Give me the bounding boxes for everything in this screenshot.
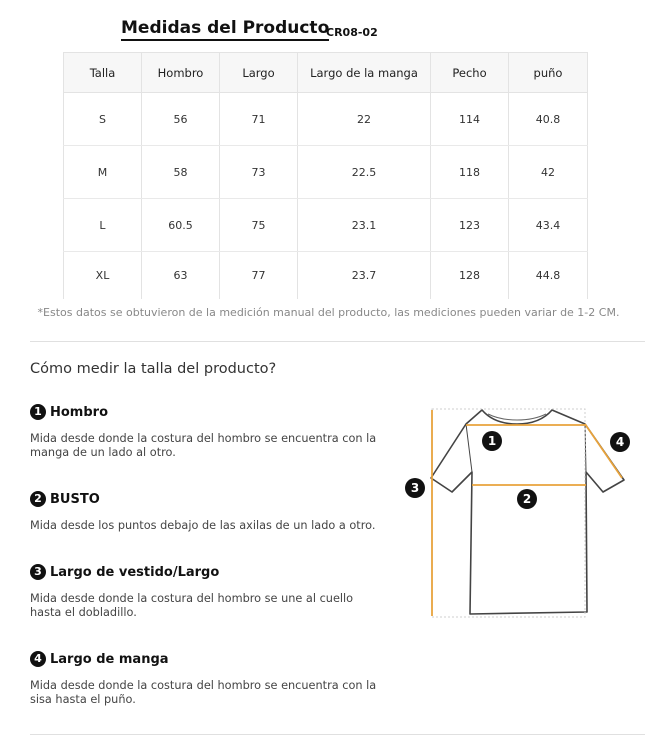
svg-text:1: 1: [487, 434, 497, 448]
marker-4: [610, 432, 630, 452]
number-1-icon: 1: [30, 404, 46, 420]
table-cell: 22: [298, 93, 431, 146]
table-cell: 60.5: [142, 199, 220, 252]
section-description: Mida desde donde la costura del hombro se une al cuello hasta el dobladillo.: [30, 592, 354, 619]
column-header-puno: puño: [509, 53, 588, 93]
section-largo-manga: [30, 651, 380, 707]
marker-2: [517, 489, 537, 509]
howto-title: Cómo medir la talla del producto?: [30, 361, 277, 377]
section-description: Mida desde los puntos debajo de las axilas de un lado a otro.: [30, 519, 376, 532]
number-4-icon: 4: [30, 651, 46, 667]
marker-1: [482, 431, 502, 451]
svg-text:4: 4: [615, 435, 625, 449]
table-row: [64, 199, 588, 252]
svg-text:3: 3: [410, 481, 420, 495]
table-cell: 75: [220, 199, 298, 252]
table-cell: 58: [142, 146, 220, 199]
table-row: [64, 93, 588, 146]
table-cell: 123: [431, 199, 509, 252]
table-cell: 128: [431, 252, 509, 300]
column-header-hombro: Hombro: [142, 53, 220, 93]
section-heading: [30, 651, 380, 667]
number-3-icon: 3: [30, 564, 46, 580]
section-heading: [30, 491, 380, 507]
measurement-note: *Estos datos se obtuvieron de la medición manual del producto, las mediciones pueden variar de 1-2 CM.: [37, 306, 620, 319]
section-description: Mida desde donde la costura del hombro se encuentra con la sisa hasta el puño.: [30, 679, 377, 706]
tshirt-icon: [431, 410, 624, 614]
table-header-row: [64, 53, 588, 93]
section-title: Hombro: [50, 404, 109, 420]
table-cell: 71: [220, 93, 298, 146]
table-cell: M: [64, 146, 142, 199]
section-hombro: [30, 404, 380, 460]
product-code: CR08-02: [326, 26, 378, 39]
section-busto: [30, 491, 380, 533]
tshirt-diagram: [400, 402, 640, 627]
size-table: [63, 52, 588, 299]
table-cell: 73: [220, 146, 298, 199]
number-2-icon: 2: [30, 491, 46, 507]
table-cell: 42: [509, 146, 588, 199]
table-cell: 23.1: [298, 199, 431, 252]
table-cell: 63: [142, 252, 220, 300]
table-cell: 114: [431, 93, 509, 146]
table-cell: 118: [431, 146, 509, 199]
title-row: [121, 18, 378, 41]
page-title: Medidas del Producto: [121, 18, 329, 41]
column-header-pecho: Pecho: [431, 53, 509, 93]
table-cell: L: [64, 199, 142, 252]
column-header-largo: Largo: [220, 53, 298, 93]
section-title: Largo de vestido/Largo: [50, 564, 220, 580]
section-heading: [30, 404, 380, 420]
table-cell: 77: [220, 252, 298, 300]
table-row: [64, 146, 588, 199]
table-cell: 23.7: [298, 252, 431, 300]
column-header-talla: Talla: [64, 53, 142, 93]
section-heading: [30, 564, 380, 580]
table-cell: 22.5: [298, 146, 431, 199]
table-cell: S: [64, 93, 142, 146]
section-largo: [30, 564, 380, 620]
divider: [30, 734, 645, 735]
section-description: Mida desde donde la costura del hombro se encuentra con la manga de un lado al otro.: [30, 432, 377, 459]
table-cell: XL: [64, 252, 142, 300]
marker-3: [405, 478, 425, 498]
section-title: Largo de manga: [50, 651, 169, 667]
table-cell: 56: [142, 93, 220, 146]
column-header-largo-manga: Largo de la manga: [298, 53, 431, 93]
table-cell: 40.8: [509, 93, 588, 146]
divider: [30, 341, 645, 342]
table-cell: 43.4: [509, 199, 588, 252]
svg-text:2: 2: [522, 492, 532, 506]
table-row: [64, 252, 588, 300]
section-title: BUSTO: [50, 491, 100, 507]
table-cell: 44.8: [509, 252, 588, 300]
